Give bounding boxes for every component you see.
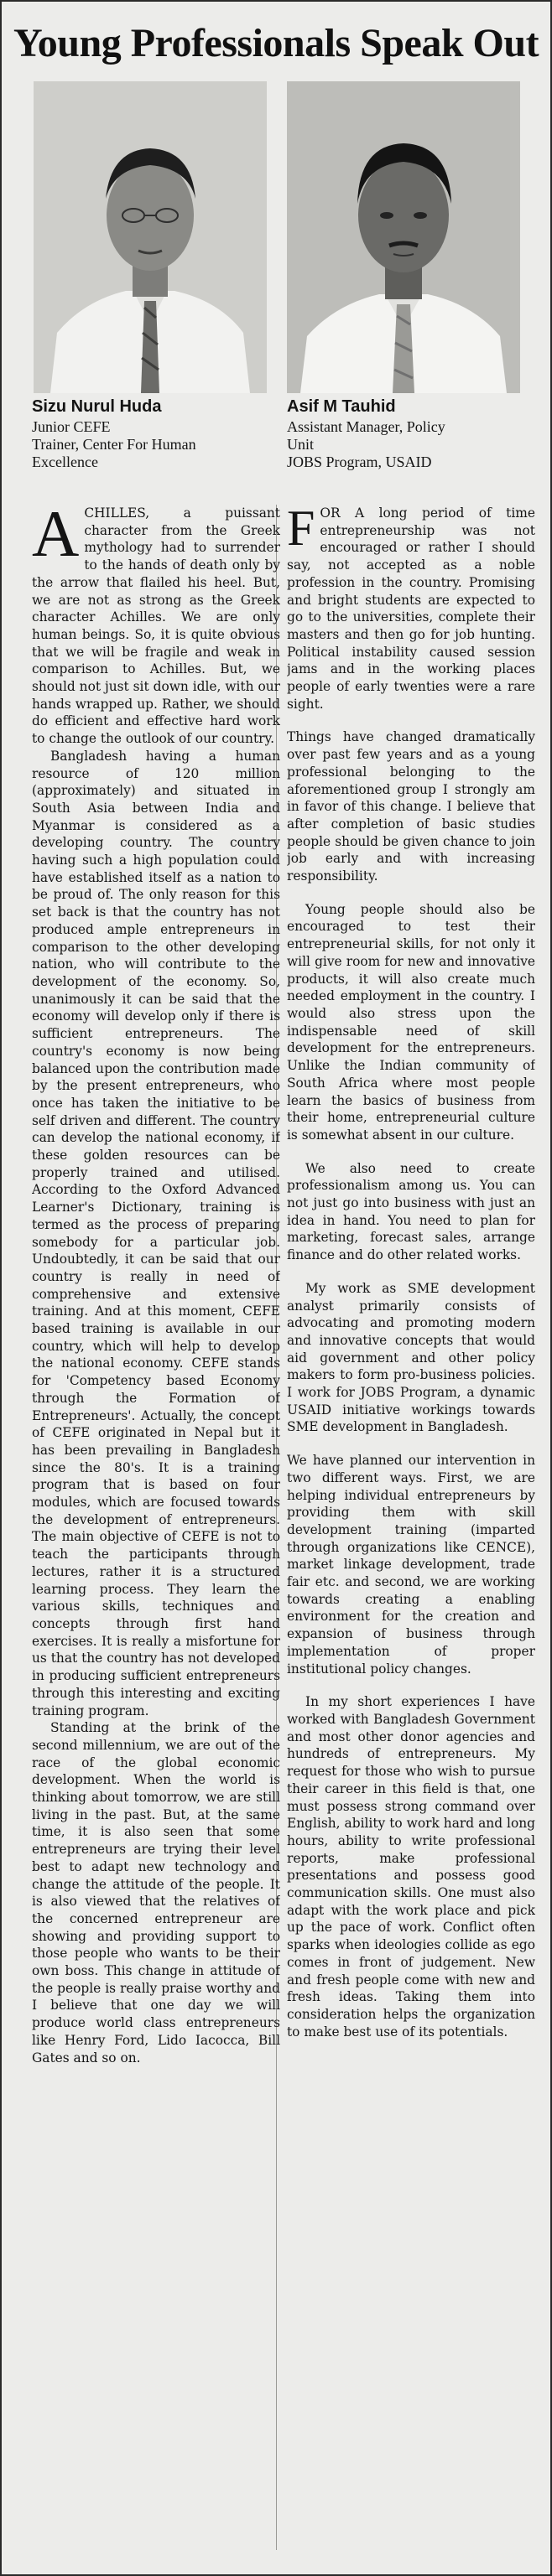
portrait-image-left xyxy=(34,81,267,393)
left-dropcap: A xyxy=(32,505,80,570)
right-paragraph-2: Things have changed dramatically over past few years and as a young professional belonging to the aforementioned group I strongly am in favor of this change. I believe that after completion of basic studies people should be given chance to join job early and with increasing responsibility. xyxy=(287,729,535,884)
right-author-role: Assistant Manager, Policy Unit JOBS Program, USAID xyxy=(287,418,445,470)
portrait-image-right xyxy=(287,81,520,393)
right-author-name: Asif M Tauhid xyxy=(287,397,396,416)
right-paragraph-1 xyxy=(287,505,535,713)
left-author-name: Sizu Nurul Huda xyxy=(32,397,162,416)
right-paragraph-4: We also need to create professionalism among us. You can not just go into business with just an idea in hand. You need to plan for marketing, forecast sales, arrange finance and do other related works. xyxy=(287,1160,535,1263)
right-paragraph-3: Young people should also be encouraged to test their entrepreneurial skills, for not only it will give room for new and innovative products, it will also create much needed employment in the country. I would also stress upon the indispensable need of skill development for the entrepreneurs. Unlike the Indian community of South Africa where most people learn the basics of business from their home, entrepreneurial culture is somewhat absent in our culture. xyxy=(287,901,535,1143)
left-article-column xyxy=(32,505,280,2550)
right-paragraph-7: In my short experiences I have worked with Bangladesh Government and most other donor agencies and hundreds of entrepreneurs. My request for those who wish to pursue their career in this field is that, one must possess strong command over English, ability to work hard and long hours, ability to write professional reports, make professional presentations and possess good communication skills. One must also adapt with the work place and pick up the pace of work. Conflict often sparks when ideologies collide as ego comes in front of judgement. New and fresh people come with new and fresh ideas. Taking them into consideration helps the organization to make best use of its potentials. xyxy=(287,1694,535,2040)
portrait-photo-left xyxy=(34,81,267,393)
right-dropcap: F xyxy=(287,505,315,556)
headline: Young Professionals Speak Out xyxy=(13,21,539,65)
left-paragraph-1-text: CHILLES, a puissant character from the Greek mythology had to surrender to the hands of death only by the arrow that flailed his heel. But, we are not as strong as the Greek character Achilles. We are only human beings. So, it is quite obvious that we will be fragile and weak in comparison to Achilles. But, we should not just sit down idle, with our hands wrapped up. Rather, we should do efficient and effective hard work to change the outlook of our country. xyxy=(32,505,280,747)
portrait-photo-right xyxy=(287,81,520,393)
left-author-role: Junior CEFE Trainer, Center For Human Excellence xyxy=(32,418,196,470)
right-paragraph-5: My work as SME development analyst primarily consists of advocating and promoting modern and innovative concepts that would aid government and other policy makers to form pro-business policies. I work for JOBS Program, a dynamic USAID initiative workings towards SME development in Bangladesh. xyxy=(287,1280,535,1435)
right-article-column xyxy=(287,505,535,2550)
left-paragraph-1 xyxy=(32,505,280,748)
left-paragraph-3: Standing at the brink of the second millennium, we are out of the race of the global economic development. When the world is thinking about tomorrow, we are still living in the past. But, at the same time, it is also seen that some entrepreneurs are trying their level best to adapt new technology and change the attitude of the people. It is also viewed that the relatives of the concerned entrepreneur are showing and providing support to those people who wants to be their own boss. This change in attitude of the people is really praise worthy and I believe that one day we will produce world class entrepreneurs like Henry Ford, Lido Iacocca, Bill Gates and so on. xyxy=(32,1720,280,2065)
right-paragraph-6: We have planned our intervention in two different ways. First, we are helping individual entrepreneurs by providing them with skill development training (imparted through organizations like CENCE), market linkage development, trade fair etc. and second, we are working towards creating a enabling environment for the creation and expansion of business through implementation of proper institutional policy changes. xyxy=(287,1453,535,1677)
left-paragraph-2: Bangladesh having a human resource of 120 million (approximately) and situated in South Asia between India and Myanmar is considered as a developing country. The country having such a high population could have established itself as a nation to be proud of. The only reason for this set back is that the country has not produced ample entrepreneurs in comparison to the other developing nation, who will contribute to the development of the economy. So, unanimously it can be said that the economy will develop only if there is sufficient entrepreneurs. The country's economy is now being balanced upon the contribution made by the present entrepreneurs, who once has taken the initiative to be self driven and different. The country can develop the national economy, if these golden resources can be properly trained and utilised. According to the Oxford Advanced Learner's Dictionary, training is termed as the process of preparing somebody for a particular job. Undoubtedly, it can be said that our country is really in need of comprehensive and extensive training. And at this moment, CEFE based training is available in our country, which will help to develop the national economy. CEFE stands for 'Competency based Economy through the Formation of Entrepreneurs'. Actually, the concept of CEFE originated in Nepal but it has been prevailing in Bangladesh since the 80's. It is a training program that is based on four modules, which are focused towards the development of entrepreneurs. The main objective of CEFE is not to teach the participants through lectures, rather it is a structured learning process. They learn the various skills, techniques and concepts through first hand exercises. It is really a misfortune for us that the country has not developed in producing sufficient entrepreneurs through this interesting and exciting training program. xyxy=(32,748,280,1718)
right-paragraph-1-text: OR A long period of time entrepreneurship was not encouraged or rather I should say, not accepted as a noble profession in the country. Promising and bright students are expected to go to the universities, complete their masters and then go for job hunting. Political instability caused session jams and in the working places people of early twenties were a rare sight. xyxy=(287,505,535,712)
